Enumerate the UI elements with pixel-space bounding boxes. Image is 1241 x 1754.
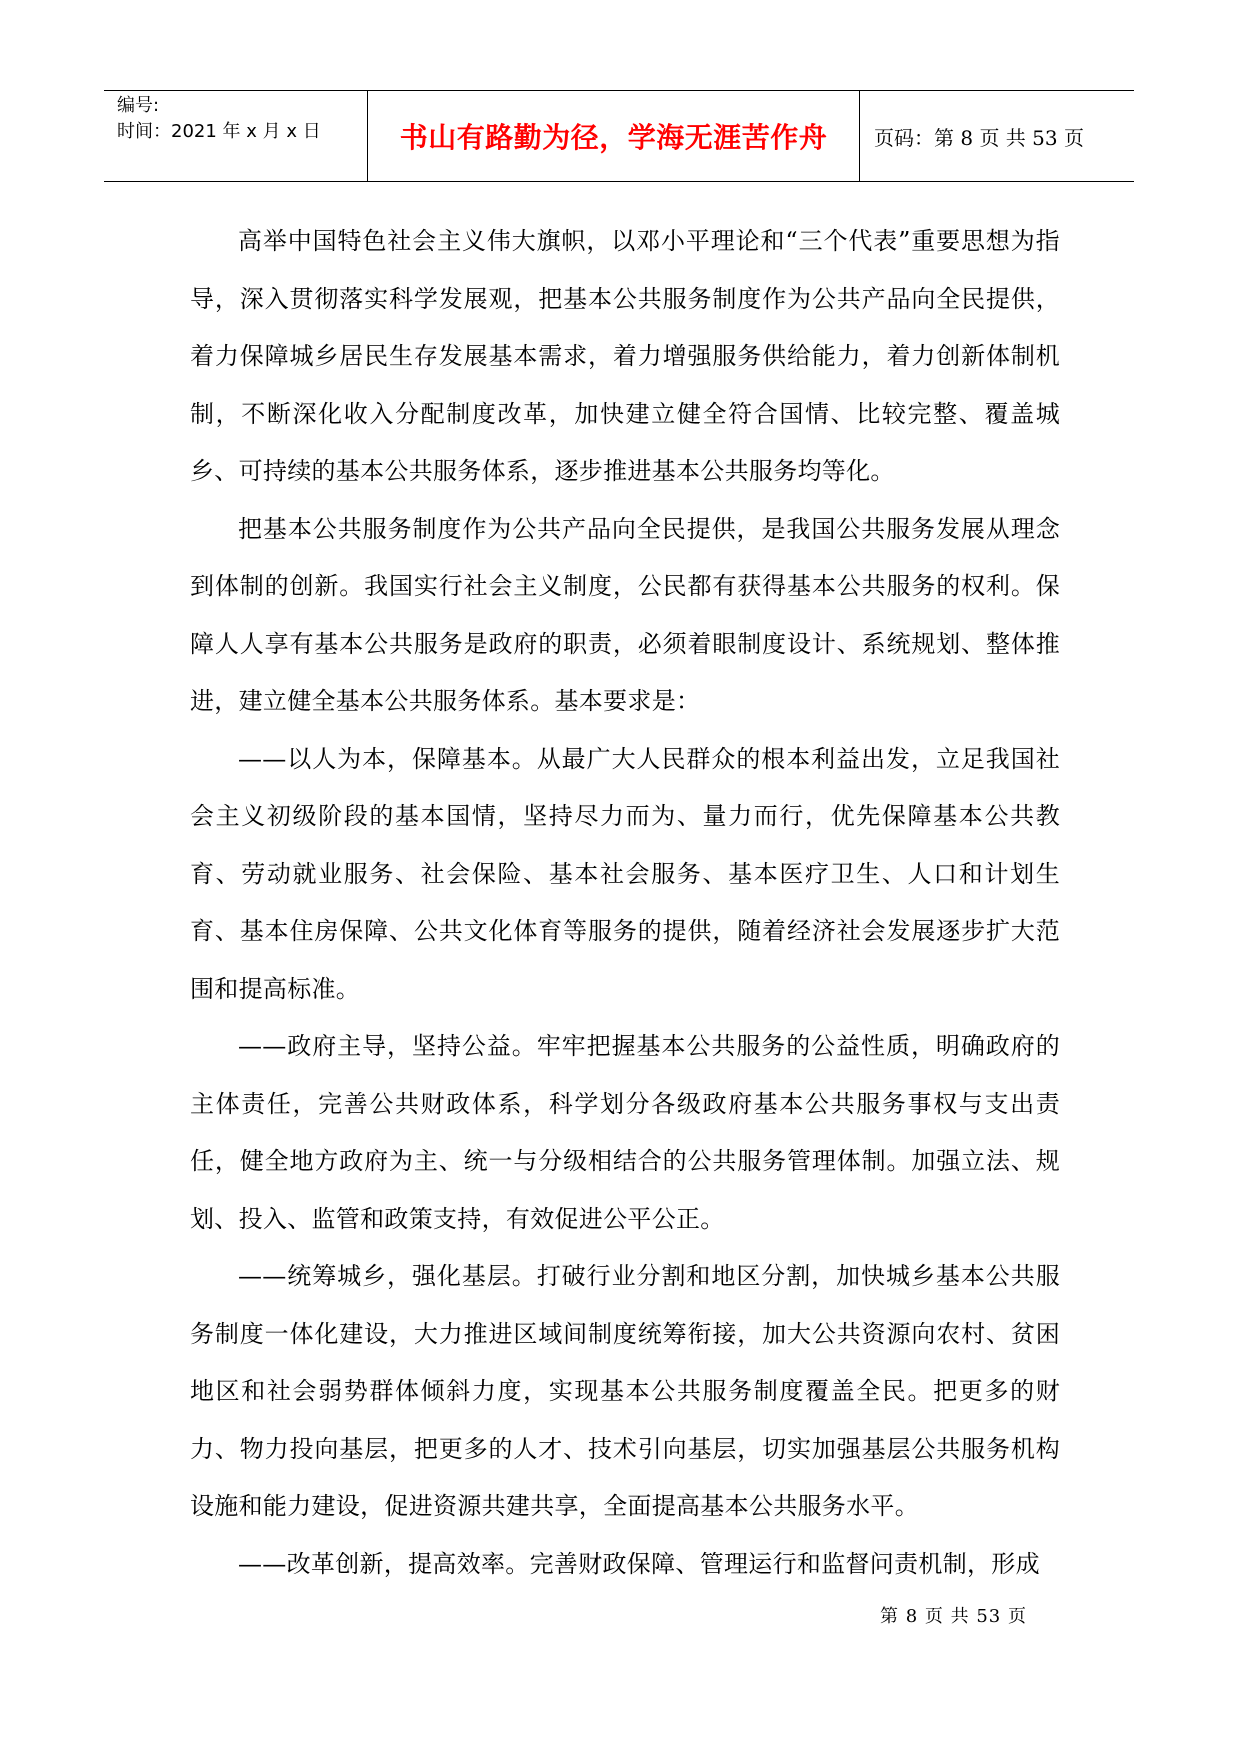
header-info-cell <box>104 91 368 181</box>
body-paragraph: ——以人为本，保障基本。从最广大人民群众的根本利益出发，立足我国社会主义初级阶段的基本国情，坚持尽力而为、量力而行，优先保障基本公共教育、劳动就业服务、社会保险、基本社会服务、基本医疗卫生、人口和计划生育、基本住房保障、公共文化体育等服务的提供，随着经济社会发展逐步扩大范围和提高标准。 <box>190 744 1060 1003</box>
body-paragraph: ——统筹城乡，强化基层。打破行业分割和地区分割，加快城乡基本公共服务制度一体化建设，大力推进区域间制度统筹衔接，加大公共资源向农村、贫困地区和社会弱势群体倾斜力度，实现基本公共服务制度覆盖全民。把更多的财力、物力投向基层，把更多的人才、技术引向基层，切实加强基层公共服务机构设施和能力建设，促进资源共建共享，全面提高基本公共服务水平。 <box>190 1262 1060 1520</box>
header-page-code-cell <box>860 91 1134 181</box>
document-time-label: 时间：2021 年 x 月 x 日 <box>117 121 321 142</box>
document-header <box>104 90 1134 182</box>
document-body <box>190 213 1060 1593</box>
page-footer <box>880 1602 1027 1628</box>
body-paragraph: ——改革创新，提高效率。完善财政保障、管理运行和监督问责机制，形成 <box>238 1549 1040 1578</box>
header-motto: 书山有路勤为径，学海无涯苦作舟 <box>399 121 828 154</box>
document-number-label: 编号: <box>117 95 160 116</box>
body-paragraph: 把基本公共服务制度作为公共产品向全民提供，是我国公共服务发展从理念到体制的创新。我国实行社会主义制度，公民都有获得基本公共服务的权利。保障人人享有基本公共服务是政府的职责，必须着眼制度设计、系统规划、整体推进，建立健全基本公共服务体系。基本要求是： <box>190 514 1060 715</box>
header-page-code: 页码：第 8 页 共 53 页 <box>874 125 1084 150</box>
body-paragraph: ——政府主导，坚持公益。牢牢把握基本公共服务的公益性质，明确政府的主体责任，完善公共财政体系，科学划分各级政府基本公共服务事权与支出责任，健全地方政府为主、统一与分级相结合的公共服务管理体制。加强立法、规划、投入、监管和政策支持，有效促进公平公正。 <box>190 1032 1060 1233</box>
body-paragraph: 高举中国特色社会主义伟大旗帜，以邓小平理论和“三个代表”重要思想为指导，深入贯彻落实科学发展观，把基本公共服务制度作为公共产品向全民提供，着力保障城乡居民生存发展基本需求，着力增强服务供给能力，着力创新体制机制，不断深化收入分配制度改革，加快建立健全符合国情、比较完整、覆盖城乡、可持续的基本公共服务体系，逐步推进基本公共服务均等化。 <box>190 227 1060 485</box>
header-motto-cell <box>368 91 860 181</box>
footer-page-number: 第 8 页 共 53 页 <box>880 1606 1027 1627</box>
